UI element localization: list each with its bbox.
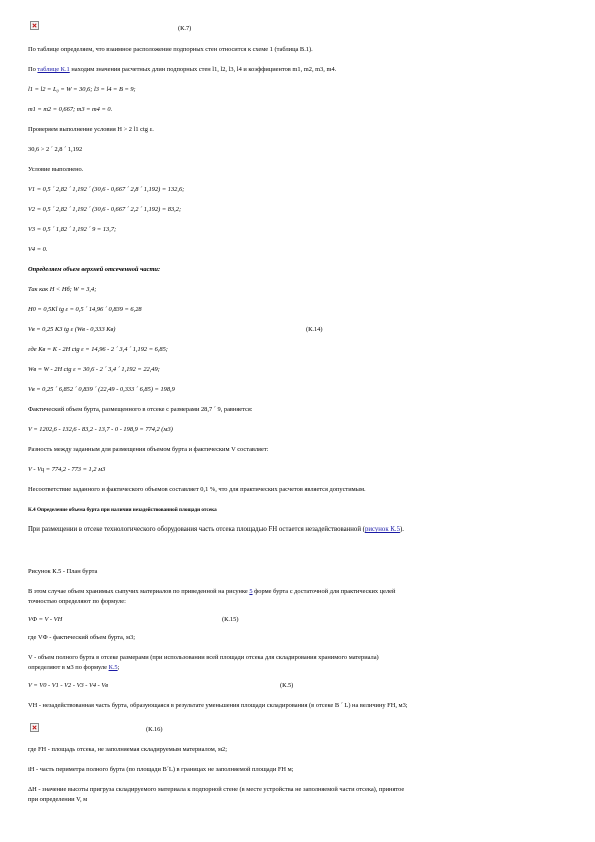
formula-h0: H0 = 0,5Kl tg ε = 0,5 ´ 14,96 ´ 0,839 = 6,28 xyxy=(28,306,142,313)
formula-v1: V1 = 0,5 ´ 2,82 ´ 1,192 ´ (30,6 - 0,667 ´ 2,8 ´ 1,192) = 132,6; xyxy=(28,186,185,193)
dh-definition-line2: при определении V, м xyxy=(28,796,88,803)
coefficients-line: m1 = m2 = 0,667; m3 = m4 = 0. xyxy=(28,106,113,113)
since-line: Так как H < Hб; W = 3,4; xyxy=(28,286,97,293)
vh-definition: VH - незадействованная часть бурта, образующаяся в результате уменьшения площади складирования (в отсеке B ´ L) на величину FH, м3; xyxy=(28,702,408,709)
subsection-k4-heading: К.4 Определение объема бурта при наличии незадействованной площади отсека xyxy=(28,507,217,513)
ih-definition: iH - часть периметра полного бурта (по площади B´L) в границах не заполняемой площади FH м; xyxy=(28,766,294,773)
ref-prefix: По xyxy=(28,66,36,73)
dh-definition-line1: ΔH - значение высоты пригруза складируемого материала к подпорной стене (в месте устройства не заполняемой части отсека), принятое xyxy=(28,786,405,793)
figure-caption: Рисунок К.5 - План бурта xyxy=(28,568,98,575)
equation-number-k14: (К.14) xyxy=(306,326,323,333)
vf-definition: где VФ - фактический объем бурта, м3; xyxy=(28,634,136,641)
formula-v2: V2 = 0,5 ´ 2,82 ´ 1,192 ´ (30,6 - 0,667 ´ 2,2 ´ 1,192) = 83,2; xyxy=(28,206,182,213)
broken-image-icon xyxy=(30,21,39,30)
placement-prefix: При размещении в отсеке технологического оборудования часть отсека площадью FH остается незадействованной ( xyxy=(28,526,365,533)
table-k1-link[interactable]: таблице К.1 xyxy=(37,66,70,73)
paragraph-scheme: По таблице определяем, что взаимное расположение подпорных стен относится к схеме 1 (таблица В.1). xyxy=(28,46,313,53)
equation-number-k5: (К.5) xyxy=(280,682,294,689)
section-heading: Определяем объем верхней отсеченной части: xyxy=(28,266,161,273)
case-paragraph-line2: точностью определяют по формуле: xyxy=(28,598,126,605)
v-definition-line2 xyxy=(28,664,119,672)
case-prefix: В этом случае объем хранимых сыпучих материалов по приведенной на рисунке xyxy=(28,588,248,595)
formula-v4: V4 = 0. xyxy=(28,246,48,253)
formula-v3: V3 = 0,5 ´ 1,82 ´ 1,192 ´ 9 = 13,7; xyxy=(28,226,117,233)
difference-text: Разность между заданным для размещения объемом бурта и фактическим V составляет: xyxy=(28,446,269,453)
equation-number-k7: (К.7) xyxy=(178,25,192,32)
v-definition-line1: V - объем полного бурта в отсеке размерами (при использовании всей площади отсека для складирования хранимого материала) xyxy=(28,654,379,661)
formula-wb: Wв = W - 2H ctg ε = 30,6 - 2 ´ 3,4 ´ 1,192 = 22,49; xyxy=(28,366,160,373)
paragraph-table-ref xyxy=(28,66,336,74)
placement-paragraph xyxy=(28,526,404,534)
equation-number-k16: (К.16) xyxy=(146,726,163,733)
fact-volume-text: Фактический объем бурта, размещенного в отсеке с размерами 28,7 ´ 9, равняется: xyxy=(28,406,253,413)
formula-v-full: V = V0 - V1 - V2 - V3 - V4 - Vв xyxy=(28,682,109,689)
formula-k5-link[interactable]: К.5 xyxy=(108,664,118,671)
formula-vf: VФ = V - VH xyxy=(28,616,63,623)
condition-check: Проверяем выполнение условия H > 2 l1 ctg ε. xyxy=(28,126,154,133)
case-paragraph-line1 xyxy=(28,588,395,596)
ref-suffix: находим значения расчетных длин подпорных стен l1, l2, l3, l4 и коэффициентов m1, m2, m3, m4. xyxy=(71,66,337,73)
v-def-prefix: определяют в м3 по формуле xyxy=(28,664,107,671)
difference-value: V - Vц = 774,2 - 773 = 1,2 м3 xyxy=(28,466,106,473)
condition-ok: Условие выполнено. xyxy=(28,166,84,173)
lengths-line: l1 = l2 = L₀ = W = 30,6; l3 = l4 = B = 9; xyxy=(28,86,136,93)
formula-vb: Vв = 0,25 K3 tg ε (Wв - 0,333 Kв) xyxy=(28,326,116,333)
case-suffix: форме бурта с достаточной для практических целей xyxy=(254,588,396,595)
formula-kb: где Kв = K - 2H ctg ε = 14,96 - 2 ´ 3,4 ´ 1,192 = 6,85; xyxy=(28,346,168,353)
figure-k5-link[interactable]: рисунок К.5 xyxy=(364,526,400,533)
broken-image-icon xyxy=(30,723,39,732)
placement-suffix: ). xyxy=(399,526,404,533)
figure-5-link[interactable]: 5 xyxy=(249,588,253,595)
fh-definition: где FH - площадь отсека, не заполняемая складируемым материалом, м2; xyxy=(28,746,228,753)
v-def-suffix: ; xyxy=(117,664,120,671)
formula-vb-value: Vв = 0,25 ´ 6,852 ´ 0,839 ´ (22,49 - 0,333 ´ 6,85) = 198,9 xyxy=(28,386,175,393)
ratio-text: Несоответствие заданного и фактического объемов составляет 0,1 %, что для практических расчетов является допустимым. xyxy=(28,486,366,493)
equation-number-k15: (К.15) xyxy=(222,616,239,623)
total-volume: V = 1202,6 - 132,6 - 83,2 - 13,7 - 0 - 198,9 = 774,2 (м3) xyxy=(28,426,173,433)
condition-values: 30,6 > 2 ´ 2,8 ´ 1,192 xyxy=(28,146,83,153)
